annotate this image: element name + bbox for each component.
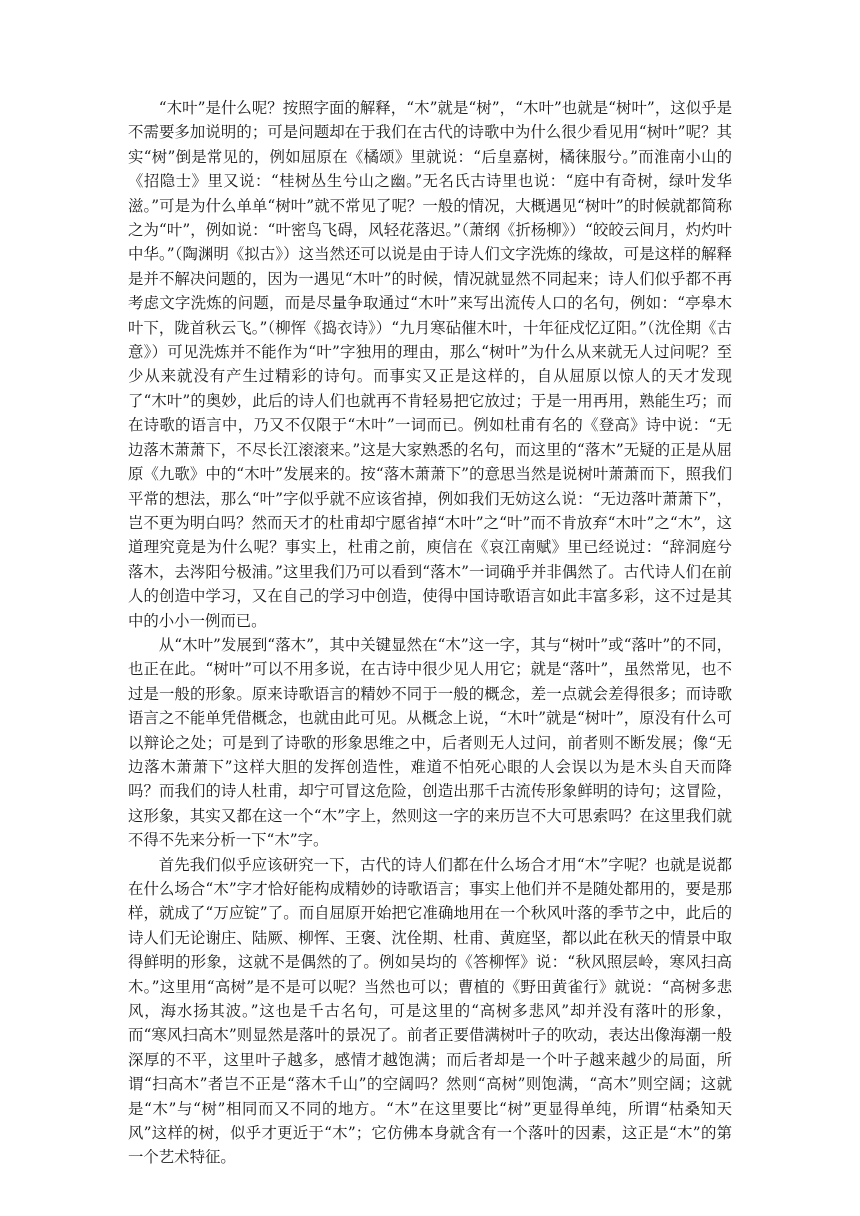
paragraph-1: “木叶”是什么呢？按照字面的解释，“木”就是“树”，“木叶”也就是“树叶”，这似乎是不需要多加说明的；可是问题却在于我们在古代的诗歌中为什么很少看见用“树叶”呢？其实“树”倒是常见的，例如屈原在《橘颂》里就说：“后皇嘉树，橘徕服兮。”而淮南小山的《招隐士》里又说：“桂树丛生兮山之幽。”无名氏古诗里也说：“庭中有奇树，绿叶发华滋。”可是为什么单单“树叶”就不常见了呢？一般的情况，大概遇见“树叶”的时候就都简称之为“叶”，例如说：“叶密鸟飞碍，风轻花落迟。”（萧纲《折杨柳》）“皎皎云间月，灼灼叶中华。”（陶渊明《拟古》）这当然还可以说是由于诗人们文字洗炼的缘故，可是这样的解释是并不解决问题的，因为一遇见“木叶”的时候，情况就显然不同起来；诗人们似乎都不再考虑文字洗炼的问题，而是尽量争取通过“木叶”来写出流传人口的名句，例如：“亭皋木叶下，陇首秋云飞。”（柳恽《捣衣诗》）“九月寒砧催木叶，十年征戍忆辽阳。”（沈佺期《古意》）可见洗炼并不能作为“叶”字独用的理由，那么“树叶”为什么从来就无人过问呢？至少从来就没有产生过精彩的诗句。而事实又正是这样的，自从屈原以惊人的天才发现了“木叶”的奥妙，此后的诗人们也就再不肯轻易把它放过；于是一用再用，熟能生巧；而在诗歌的语言中，乃又不仅限于“木叶”一词而已。例如杜甫有名的《登高》诗中说：“无边落木萧萧下，不尽长江滚滚来。”这是大家熟悉的名句，而这里的“落木”无疑的正是从屈原《九歌》中的“木叶”发展来的。按“落木萧萧下”的意思当然是说树叶萧萧而下，照我们平常的想法，那么“叶”字似乎就不应该省掉，例如我们无妨这么说：“无边落叶萧萧下”，岂不更为明白吗？然而天才的杜甫却宁愿省掉“木叶”之“叶”而不肯放弃“木叶”之“木”，这道理究竟是为什么呢？事实上，杜甫之前，庾信在《哀江南赋》里已经说过：“辞洞庭兮落木，去涔阳兮极浦。”这里我们乃可以看到“落木”一词确乎并非偶然了。古代诗人们在前人的创造中学习，又在自己的学习中创造，使得中国诗歌语言如此丰富多彩，这不过是其中的小小一例而已。	[128, 99, 732, 630]
paragraph-3: 首先我们似乎应该研究一下，古代的诗人们都在什么场合才用“木”字呢？也就是说都在什么场合“木”字才恰好能构成精妙的诗歌语言；事实上他们并不是随处都用的，要是那样，就成了“万应锭”了。而自屈原开始把它准确地用在一个秋风叶落的季节之中，此后的诗人们无论谢庄、陆厥、柳恽、王褒、沈佺期、杜甫、黄庭坚，都以此在秋天的情景中取得鲜明的形象，这就不是偶然的了。例如吴均的《答柳恽》说：“秋风照层岭，寒风扫高木。”这里用“高树”是不是可以呢？当然也可以；曹植的《野田黄雀行》就说：“高树多悲风，海水扬其波。”这也是千古名句，可是这里的“高树多悲风”却并没有落叶的形象，而“寒风扫高木”则显然是落叶的景况了。前者正要借满树叶子的吹动，表达出像海潮一般深厚的不平，这里叶子越多，感情才越饱满；而后者却是一个叶子越来越少的局面，所谓“扫高木”者岂不正是“落木千山”的空阔吗？然则“高树”则饱满，“高木”则空阔；这就是“木”与“树”相同而又不同的地方。“木”在这里要比“树”更显得单纯，所谓“枯桑知天风”这样的树，似乎才更近于“木”；它仿佛本身就含有一个落叶的因素，这正是“木”的第一个艺术特征。	[128, 855, 732, 1167]
article-body	[128, 96, 732, 1170]
paragraph-2: 从“木叶”发展到“落木”，其中关键显然在“木”这一字，其与“树叶”或“落叶”的不同，也正在此。“树叶”可以不用多说，在古诗中很少见人用它；就是“落叶”，虽然常见，也不过是一般的形象。原来诗歌语言的精妙不同于一般的概念，差一点就会差得很多；而诗歌语言之不能单凭借概念，也就由此可见。从概念上说，“木叶”就是“树叶”，原没有什么可以辩论之处；可是到了诗歌的形象思维之中，后者则无人过问，前者则不断发展；像“无边落木萧萧下”这样大胆的发挥创造性，难道不怕死心眼的人会误以为是木头自天而降吗？而我们的诗人杜甫，却宁可冒这危险，创造出那千古流传形象鲜明的诗句；这冒险，这形象，其实又都在这一个“木”字上，然则这一字的来历岂不大可思索吗？在这里我们就不得不先来分析一下“木”字。	[128, 635, 732, 850]
